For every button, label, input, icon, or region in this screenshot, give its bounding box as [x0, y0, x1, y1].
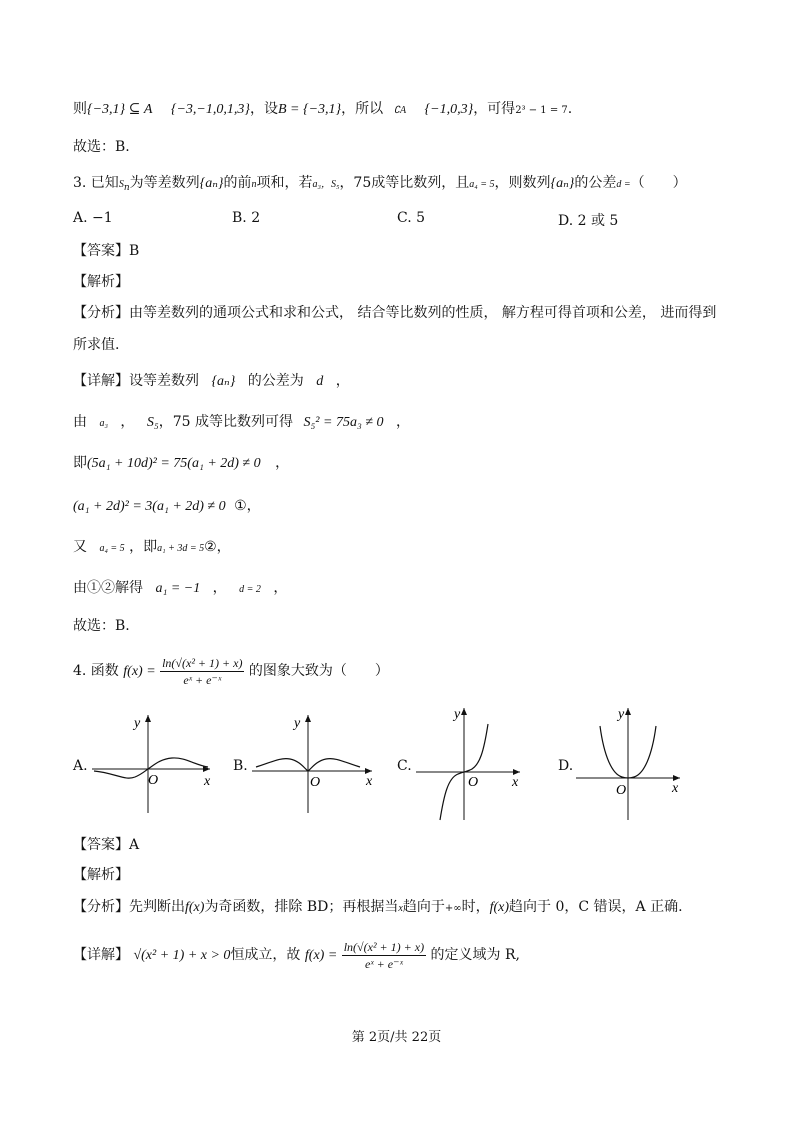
- q3-option-c: C. 5: [397, 210, 426, 226]
- q4-jiexi: 【解析】: [73, 867, 129, 883]
- set-b: B = {−3,1}: [277, 102, 342, 117]
- graph-b-origin: O: [310, 775, 321, 790]
- q4-option-a: A.: [73, 758, 88, 774]
- q4-option-b: B.: [233, 758, 248, 774]
- solution-choice: 故选：B.: [73, 139, 130, 155]
- q4-option-d: D.: [558, 758, 574, 774]
- q3-detail-line-3: 即(5a₁ + 10d)² = 75(a₁ + 2d) ≠ 0 ，: [73, 455, 290, 471]
- q3-detail-line-7: 故选：B.: [73, 618, 130, 634]
- graph-c-origin: O: [468, 775, 479, 790]
- graph-a-y-label: y: [134, 716, 141, 731]
- set-subset: {−3,1} ⊆ A: [87, 102, 153, 117]
- graph-a-origin: O: [148, 773, 159, 788]
- q4-fraction: $\frac{\text{ln(√(x² + 1) + x)}}{\text{eˣ + e⁻ˣ}}$: [162, 655, 243, 687]
- q4-option-c: C.: [397, 758, 412, 774]
- set-complement: {−1,0,3}: [424, 102, 474, 117]
- graph-a: [90, 705, 220, 815]
- q4-analysis: 【分析】先判断出f(x)为奇函数，排除 BD；再根据当x趋向于+∞时，f(x)趋向于 0，C 错误，A 正确.: [73, 899, 683, 915]
- q3-option-a: A. −1: [73, 210, 113, 226]
- page-footer: 第 2页/共 22页: [351, 1030, 442, 1045]
- graph-d-y-label: y: [618, 707, 625, 722]
- q3-option-d: D. 2 或 5: [558, 213, 619, 229]
- q3-detail-line-2: 由 a₃ ， S₅，75 成等比数列可得 S₅² = 75a₃ ≠ 0 ，: [73, 414, 410, 430]
- graph-b-y-label: y: [294, 716, 301, 731]
- q3-jiexi: 【解析】: [73, 274, 129, 290]
- q3-detail-line-1: 【详解】设等差数列 {aₙ} 的公差为 d ，: [73, 373, 350, 389]
- q3-detail-line-4: (a₁ + 2d)² = 3(a₁ + 2d) ≠ 0 ①，: [73, 498, 261, 514]
- q3-option-b: B. 2: [232, 210, 261, 226]
- set-universal: {−3,−1,0,1,3}: [170, 102, 250, 117]
- q3-analysis-line-1: 【分析】由等差数列的通项公式和求和公式， 结合等比数列的性质， 解方程可得首项和公差， 进而得到: [73, 305, 717, 321]
- q4-detail-fraction: $\frac{\text{ln(√(x² + 1) + x)}}{\text{eˣ + e⁻ˣ}}$: [343, 939, 425, 971]
- graph-b: [250, 705, 380, 815]
- question-3-stem: 3. 已知$S_n$为等差数列{aₙ}的前n项和，若a₃，S₅，75成等比数列，且a₄ = 5，则数列{aₙ}的公差d =（ ）: [73, 175, 687, 193]
- graph-c-x-label: x: [512, 775, 519, 790]
- graph-c: [412, 700, 532, 822]
- q3-detail-line-6: 由①②解得 a₁ = −1 ， d = 2 ，: [73, 580, 288, 596]
- q4-detail: 【详解】 √(x² + 1) + x > 0恒成立，故 f(x) = $\frac{\text{ln(√(x² + 1) + x)}}{\text{eˣ + e⁻ˣ}}$ 的定义域为 R,: [73, 939, 520, 971]
- q3-analysis-line-2: 所求值.: [73, 337, 120, 353]
- graph-a-x-label: x: [204, 774, 211, 789]
- graph-d-origin: O: [616, 783, 627, 798]
- graph-c-y-label: y: [454, 707, 461, 722]
- solution-line-1: 则{−3,1} ⊆ A {−3,−1,0,1,3}，设B = {−3,1}，所以 ∁A {−1,0,3}，可得2³ − 1 = 7.: [73, 101, 573, 117]
- q3-answer: 【答案】B: [73, 243, 140, 259]
- graph-d-x-label: x: [672, 781, 679, 796]
- q3-detail-line-5: 又 a₄ = 5 ，即a₁ + 3d = 5②，: [73, 539, 231, 555]
- graph-d: [572, 700, 692, 822]
- q4-answer: 【答案】A: [73, 837, 140, 853]
- complement-symbol: ∁: [393, 105, 400, 116]
- graph-b-x-label: x: [366, 774, 373, 789]
- calc: 2³ − 1 = 7: [515, 105, 568, 116]
- question-4-stem: 4. 函数 f(x) = $\frac{\text{ln(√(x² + 1) + x)}}{\text{eˣ + e⁻ˣ}}$ 的图象大致为（ ）: [73, 655, 389, 687]
